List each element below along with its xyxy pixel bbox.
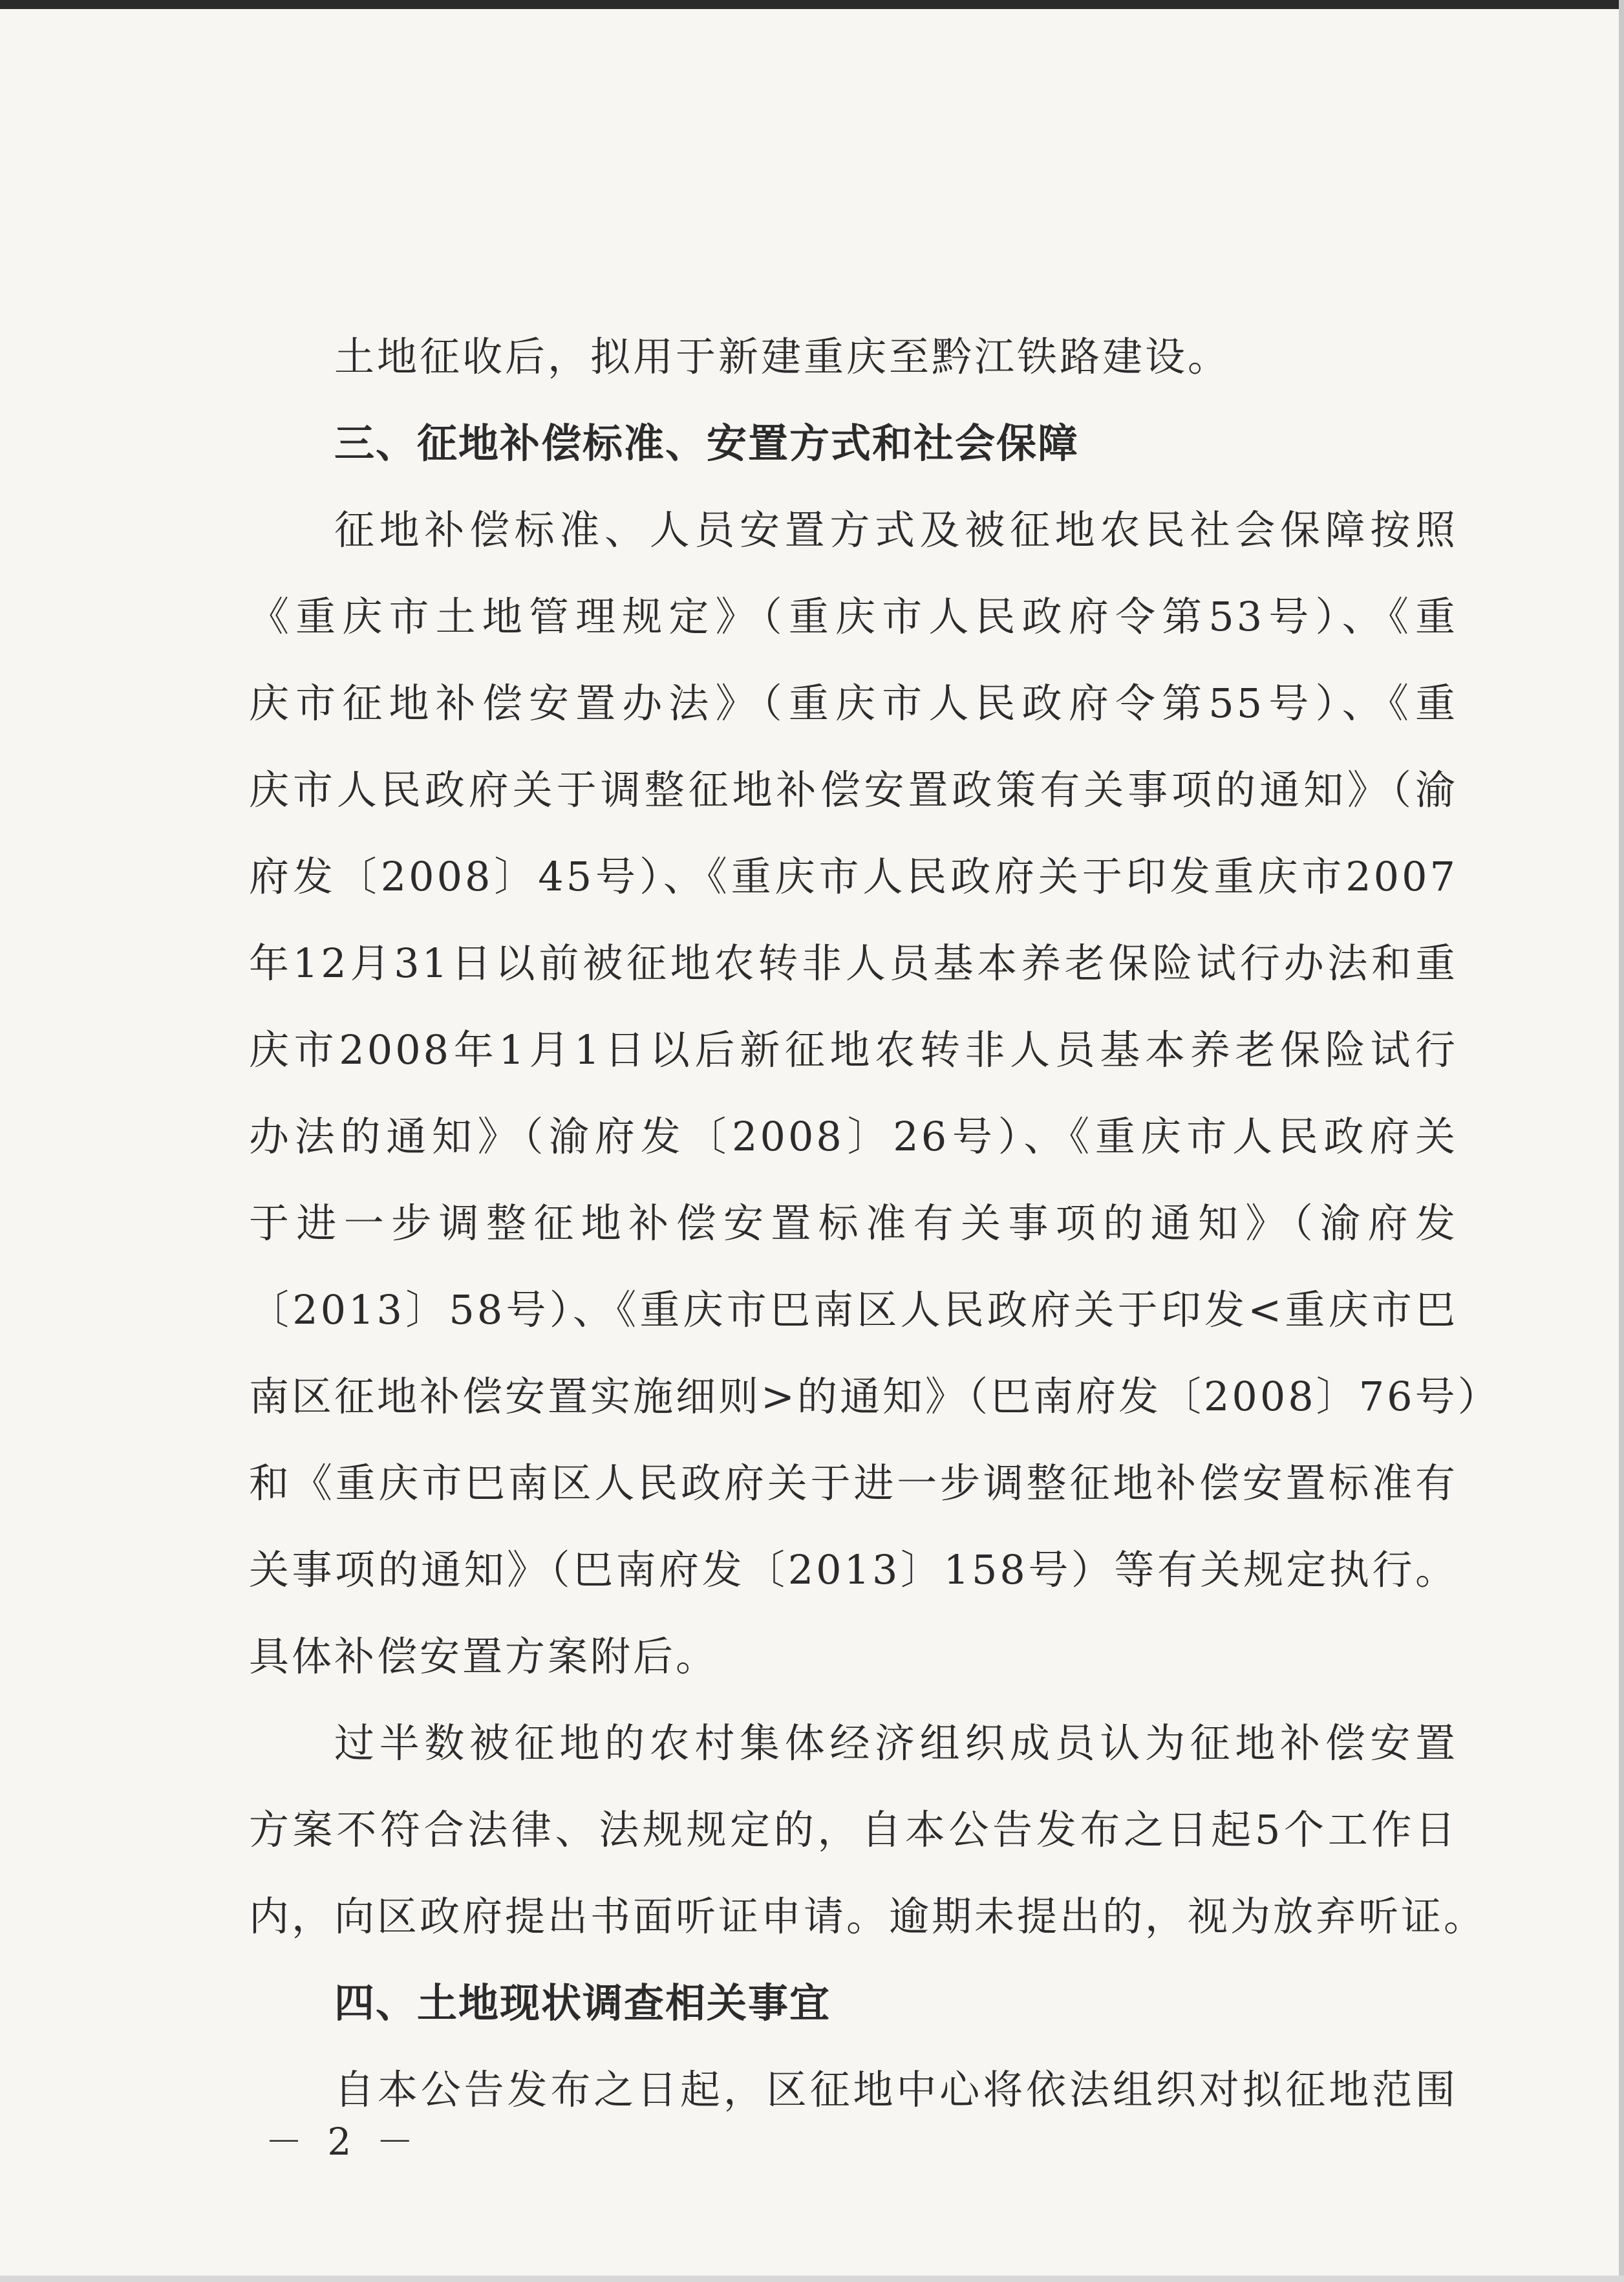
paragraph-line: 于进一步调整征地补偿安置标准有关事项的通知》（渝府发 — [249, 1200, 1458, 1247]
paragraph-line: 征地补偿标准、人员安置方式及被征地农民社会保障按照 — [334, 506, 1458, 554]
paragraph-line: 过半数被征地的农村集体经济组织成员认为征地补偿安置 — [334, 1719, 1458, 1767]
paragraph-line: 关事项的通知》（巴南府发〔2013〕158号）等有关规定执行。 — [249, 1546, 1458, 1593]
paragraph-line: 庆市2008年1月1日以后新征地农转非人员基本养老保险试行 — [249, 1026, 1458, 1073]
paragraph-line: 自本公告发布之日起，区征地中心将依法组织对拟征地范围 — [334, 2066, 1458, 2113]
section-heading: 三、征地补偿标准、安置方式和社会保障 — [334, 420, 1080, 467]
document-body — [249, 314, 1501, 2133]
paragraph-line: 内，向区政府提出书面听证申请。逾期未提出的，视为放弃听证。 — [249, 1893, 1487, 1940]
paragraph-line: 具体补偿安置方案附后。 — [249, 1633, 719, 1680]
paragraph-line: 办法的通知》（渝府发〔2008〕26号）、《重庆市人民政府关 — [249, 1113, 1458, 1160]
section-heading: 四、土地现状调查相关事宜 — [334, 1979, 831, 2027]
paragraph-line: 南区征地补偿安置实施细则>的通知》（巴南府发〔2008〕76号） — [249, 1373, 1501, 1420]
page-number: － 2 － — [265, 2120, 420, 2164]
paragraph-line: 〔2013〕58号）、《重庆市巴南区人民政府关于印发<重庆市巴 — [249, 1286, 1458, 1333]
paragraph-line: 年12月31日以前被征地农转非人员基本养老保险试行办法和重 — [249, 940, 1458, 987]
scan-edge-top — [0, 0, 1624, 9]
paragraph-line: 方案不符合法律、法规规定的，自本公告发布之日起5个工作日 — [249, 1806, 1458, 1853]
scan-edge-right — [1619, 0, 1624, 2282]
paragraph-line: 府发〔2008〕45号）、《重庆市人民政府关于印发重庆市2007 — [249, 853, 1458, 900]
paragraph-line: 土地征收后，拟用于新建重庆至黔江铁路建设。 — [334, 333, 1231, 380]
paragraph-line: 庆市征地补偿安置办法》（重庆市人民政府令第55号）、《重 — [249, 680, 1458, 727]
paragraph-line: 和《重庆市巴南区人民政府关于进一步调整征地补偿安置标准有 — [249, 1459, 1458, 1507]
scan-edge-bottom — [0, 2276, 1624, 2282]
paragraph-line: 庆市人民政府关于调整征地补偿安置政策有关事项的通知》（渝 — [249, 766, 1458, 813]
paragraph-line: 《重庆市土地管理规定》（重庆市人民政府令第53号）、《重 — [249, 593, 1458, 640]
